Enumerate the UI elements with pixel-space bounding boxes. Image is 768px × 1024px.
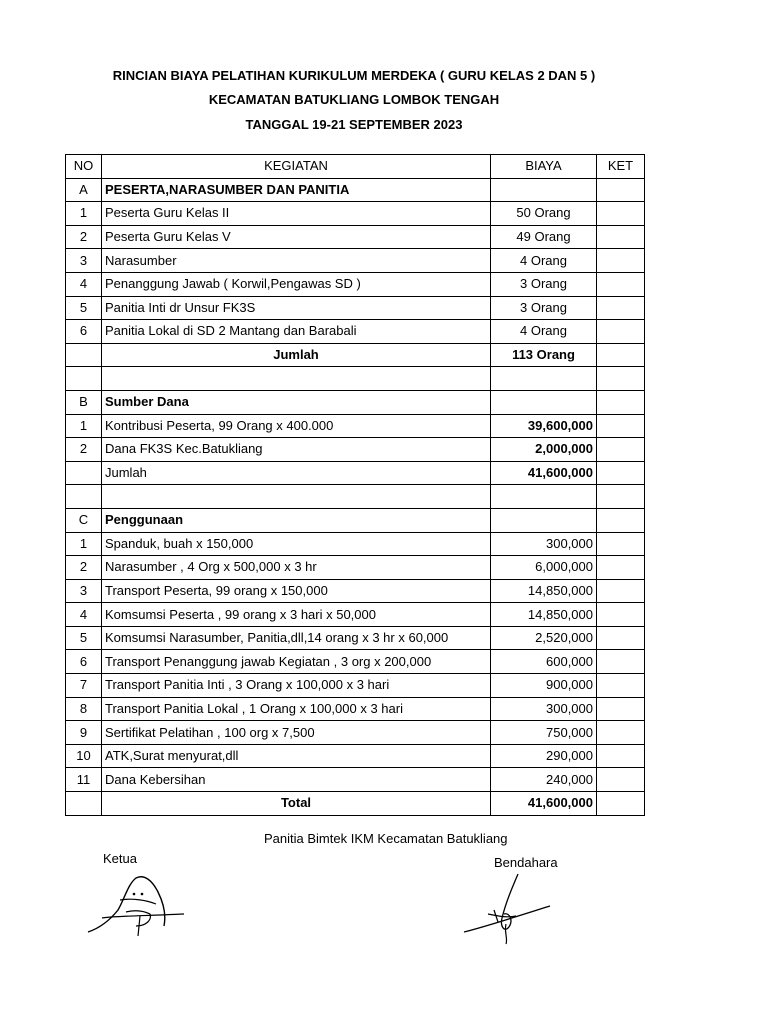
cost-cell: 49 Orang — [491, 225, 597, 249]
table-row — [66, 178, 645, 202]
table-row — [66, 320, 645, 344]
row-number-cell — [66, 343, 102, 367]
table-row — [66, 272, 645, 296]
row-number-cell: 3 — [66, 579, 102, 603]
row-number-cell: A — [66, 178, 102, 202]
row-number-cell: 9 — [66, 721, 102, 745]
document-title: RINCIAN BIAYA PELATIHAN KURIKULUM MERDEKA ( GURU KELAS 2 DAN 5 ) — [112, 68, 596, 83]
cost-cell: 39,600,000 — [491, 414, 597, 438]
budget-table-body — [66, 155, 645, 816]
table-row — [66, 438, 645, 462]
activity-cell — [102, 367, 491, 391]
note-cell — [597, 532, 645, 556]
note-cell — [597, 438, 645, 462]
activity-cell: Dana Kebersihan — [102, 768, 491, 792]
table-row — [66, 485, 645, 509]
activity-cell: Komsumsi Narasumber, Panitia,dll,14 orang x 3 hr x 60,000 — [102, 626, 491, 650]
treasurer-signature — [458, 872, 558, 948]
table-row — [66, 626, 645, 650]
note-cell — [597, 485, 645, 509]
cost-cell — [491, 485, 597, 509]
row-number-cell: 6 — [66, 650, 102, 674]
activity-cell: Transport Peserta, 99 orang x 150,000 — [102, 579, 491, 603]
document-subtitle-location: KECAMATAN BATUKLIANG LOMBOK TENGAH — [208, 92, 500, 107]
budget-table — [65, 154, 645, 816]
note-cell — [597, 272, 645, 296]
cost-cell: 14,850,000 — [491, 579, 597, 603]
row-number-cell: 1 — [66, 532, 102, 556]
note-cell — [597, 792, 645, 816]
activity-cell: Panitia Lokal di SD 2 Mantang dan Barabali — [102, 320, 491, 344]
activity-cell: Transport Panitia Lokal , 1 Orang x 100,000 x 3 hari — [102, 697, 491, 721]
table-row — [66, 532, 645, 556]
row-number-cell: 2 — [66, 225, 102, 249]
column-header-biaya: BIAYA — [491, 155, 597, 179]
activity-cell: Total — [102, 792, 491, 816]
cost-cell: 4 Orang — [491, 320, 597, 344]
table-row — [66, 249, 645, 273]
row-number-cell — [66, 461, 102, 485]
table-row — [66, 202, 645, 226]
cost-cell: 300,000 — [491, 697, 597, 721]
cost-cell: 300,000 — [491, 532, 597, 556]
row-number-cell — [66, 792, 102, 816]
note-cell — [597, 202, 645, 226]
column-header-kegiatan: KEGIATAN — [102, 155, 491, 179]
table-header-row — [66, 155, 645, 179]
table-row — [66, 721, 645, 745]
table-row — [66, 225, 645, 249]
row-number-cell: 6 — [66, 320, 102, 344]
activity-cell: Jumlah — [102, 343, 491, 367]
note-cell — [597, 721, 645, 745]
activity-cell: ATK,Surat menyurat,dll — [102, 744, 491, 768]
cost-cell: 600,000 — [491, 650, 597, 674]
row-number-cell: 2 — [66, 438, 102, 462]
note-cell — [597, 626, 645, 650]
column-header-ket: KET — [597, 155, 645, 179]
activity-cell: Transport Penanggung jawab Kegiatan , 3 org x 200,000 — [102, 650, 491, 674]
cost-cell: 2,520,000 — [491, 626, 597, 650]
row-number-cell: C — [66, 508, 102, 532]
activity-cell: PESERTA,NARASUMBER DAN PANITIA — [102, 178, 491, 202]
cost-cell: 113 Orang — [491, 343, 597, 367]
activity-cell: Kontribusi Peserta, 99 Orang x 400.000 — [102, 414, 491, 438]
note-cell — [597, 249, 645, 273]
table-row — [66, 296, 645, 320]
activity-cell: Spanduk, buah x 150,000 — [102, 532, 491, 556]
note-cell — [597, 461, 645, 485]
activity-cell: Narasumber , 4 Org x 500,000 x 3 hr — [102, 556, 491, 580]
cost-cell — [491, 367, 597, 391]
cost-cell: 50 Orang — [491, 202, 597, 226]
note-cell — [597, 556, 645, 580]
cost-cell — [491, 178, 597, 202]
activity-cell: Panitia Inti dr Unsur FK3S — [102, 296, 491, 320]
cost-cell: 240,000 — [491, 768, 597, 792]
row-number-cell: 4 — [66, 603, 102, 627]
activity-cell: Transport Panitia Inti , 3 Orang x 100,000 x 3 hari — [102, 674, 491, 698]
note-cell — [597, 296, 645, 320]
row-number-cell: B — [66, 390, 102, 414]
table-row — [66, 414, 645, 438]
note-cell — [597, 320, 645, 344]
chair-label: Ketua — [103, 851, 137, 866]
row-number-cell: 11 — [66, 768, 102, 792]
activity-cell: Peserta Guru Kelas V — [102, 225, 491, 249]
cost-cell: 900,000 — [491, 674, 597, 698]
activity-cell — [102, 485, 491, 509]
row-number-cell: 5 — [66, 626, 102, 650]
row-number-cell: 10 — [66, 744, 102, 768]
table-row — [66, 343, 645, 367]
note-cell — [597, 225, 645, 249]
row-number-cell: 1 — [66, 202, 102, 226]
cost-cell: 6,000,000 — [491, 556, 597, 580]
activity-cell: Dana FK3S Kec.Batukliang — [102, 438, 491, 462]
activity-cell: Narasumber — [102, 249, 491, 273]
cost-cell: 2,000,000 — [491, 438, 597, 462]
cost-cell — [491, 390, 597, 414]
row-number-cell: 3 — [66, 249, 102, 273]
note-cell — [597, 367, 645, 391]
cost-cell: 3 Orang — [491, 272, 597, 296]
activity-cell: Sumber Dana — [102, 390, 491, 414]
column-header-no: NO — [66, 155, 102, 179]
table-row — [66, 603, 645, 627]
note-cell — [597, 603, 645, 627]
table-row — [66, 674, 645, 698]
activity-cell: Penggunaan — [102, 508, 491, 532]
activity-cell: Peserta Guru Kelas II — [102, 202, 491, 226]
row-number-cell: 1 — [66, 414, 102, 438]
row-number-cell: 4 — [66, 272, 102, 296]
cost-cell: 4 Orang — [491, 249, 597, 273]
note-cell — [597, 768, 645, 792]
note-cell — [597, 390, 645, 414]
table-row — [66, 744, 645, 768]
document-subtitle-date: TANGGAL 19-21 SEPTEMBER 2023 — [245, 117, 463, 132]
table-row — [66, 768, 645, 792]
table-row — [66, 697, 645, 721]
row-number-cell — [66, 367, 102, 391]
note-cell — [597, 178, 645, 202]
activity-cell: Jumlah — [102, 461, 491, 485]
cost-cell: 14,850,000 — [491, 603, 597, 627]
activity-cell: Komsumsi Peserta , 99 orang x 3 hari x 50,000 — [102, 603, 491, 627]
table-row — [66, 461, 645, 485]
cost-cell: 290,000 — [491, 744, 597, 768]
cost-cell: 750,000 — [491, 721, 597, 745]
table-row — [66, 792, 645, 816]
note-cell — [597, 650, 645, 674]
cost-cell: 41,600,000 — [491, 461, 597, 485]
row-number-cell — [66, 485, 102, 509]
table-row — [66, 390, 645, 414]
note-cell — [597, 697, 645, 721]
activity-cell: Penanggung Jawab ( Korwil,Pengawas SD ) — [102, 272, 491, 296]
note-cell — [597, 744, 645, 768]
note-cell — [597, 508, 645, 532]
cost-cell: 3 Orang — [491, 296, 597, 320]
table-row — [66, 556, 645, 580]
row-number-cell: 2 — [66, 556, 102, 580]
table-row — [66, 508, 645, 532]
row-number-cell: 8 — [66, 697, 102, 721]
note-cell — [597, 674, 645, 698]
note-cell — [597, 343, 645, 367]
cost-cell — [491, 508, 597, 532]
cost-cell: 41,600,000 — [491, 792, 597, 816]
chair-signature — [80, 870, 190, 940]
row-number-cell: 5 — [66, 296, 102, 320]
row-number-cell: 7 — [66, 674, 102, 698]
note-cell — [597, 414, 645, 438]
activity-cell: Sertifikat Pelatihan , 100 org x 7,500 — [102, 721, 491, 745]
note-cell — [597, 579, 645, 603]
committee-label: Panitia Bimtek IKM Kecamatan Batukliang — [264, 831, 508, 846]
table-row — [66, 367, 645, 391]
table-row — [66, 579, 645, 603]
table-row — [66, 650, 645, 674]
treasurer-label: Bendahara — [494, 855, 558, 870]
